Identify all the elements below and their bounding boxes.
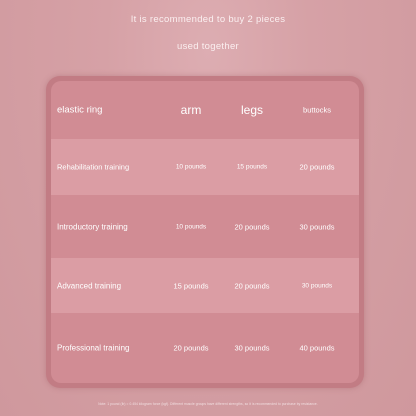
- row-label: Professional training: [57, 343, 130, 353]
- resistance-table-body: [51, 81, 359, 383]
- legs-value: 20 pounds: [234, 222, 270, 231]
- buttocks-value: 40 pounds: [299, 343, 335, 353]
- arm-value: 15 pounds: [173, 281, 209, 290]
- row-label: Rehabilitation training: [57, 162, 130, 172]
- table-row: [51, 258, 359, 313]
- footnote: Note: 1 pound (lb) = 0.454 kilogram force (kgf). Different muscle groups have different strengths, so it is recommended to purchase by resistance.: [98, 402, 318, 406]
- legs-value: 30 pounds: [234, 343, 270, 353]
- header-elastic-ring: elastic ring: [57, 104, 103, 116]
- buttocks-value: 20 pounds: [299, 162, 335, 172]
- legs-value: 15 pounds: [236, 163, 268, 171]
- arm-value: 10 pounds: [175, 163, 207, 171]
- heading-line-1: It is recommended to buy 2 pieces: [130, 14, 286, 25]
- legs-value: 20 pounds: [234, 281, 270, 290]
- row-label: Introductory training: [57, 222, 128, 231]
- arm-value: 10 pounds: [175, 223, 207, 230]
- header-legs: legs: [240, 103, 263, 117]
- buttocks-value: 30 pounds: [299, 222, 335, 231]
- table-row: [51, 313, 359, 383]
- table-row: [51, 139, 359, 195]
- header-buttocks: buttocks: [303, 105, 331, 115]
- header-arm: arm: [180, 103, 202, 117]
- heading-line-2: used together: [177, 41, 239, 52]
- row-label: Advanced training: [57, 281, 122, 290]
- table-row: [51, 195, 359, 258]
- arm-value: 20 pounds: [173, 343, 209, 353]
- resistance-table: [46, 76, 364, 388]
- buttocks-value: 30 pounds: [301, 282, 333, 289]
- table-header-row: [51, 81, 359, 139]
